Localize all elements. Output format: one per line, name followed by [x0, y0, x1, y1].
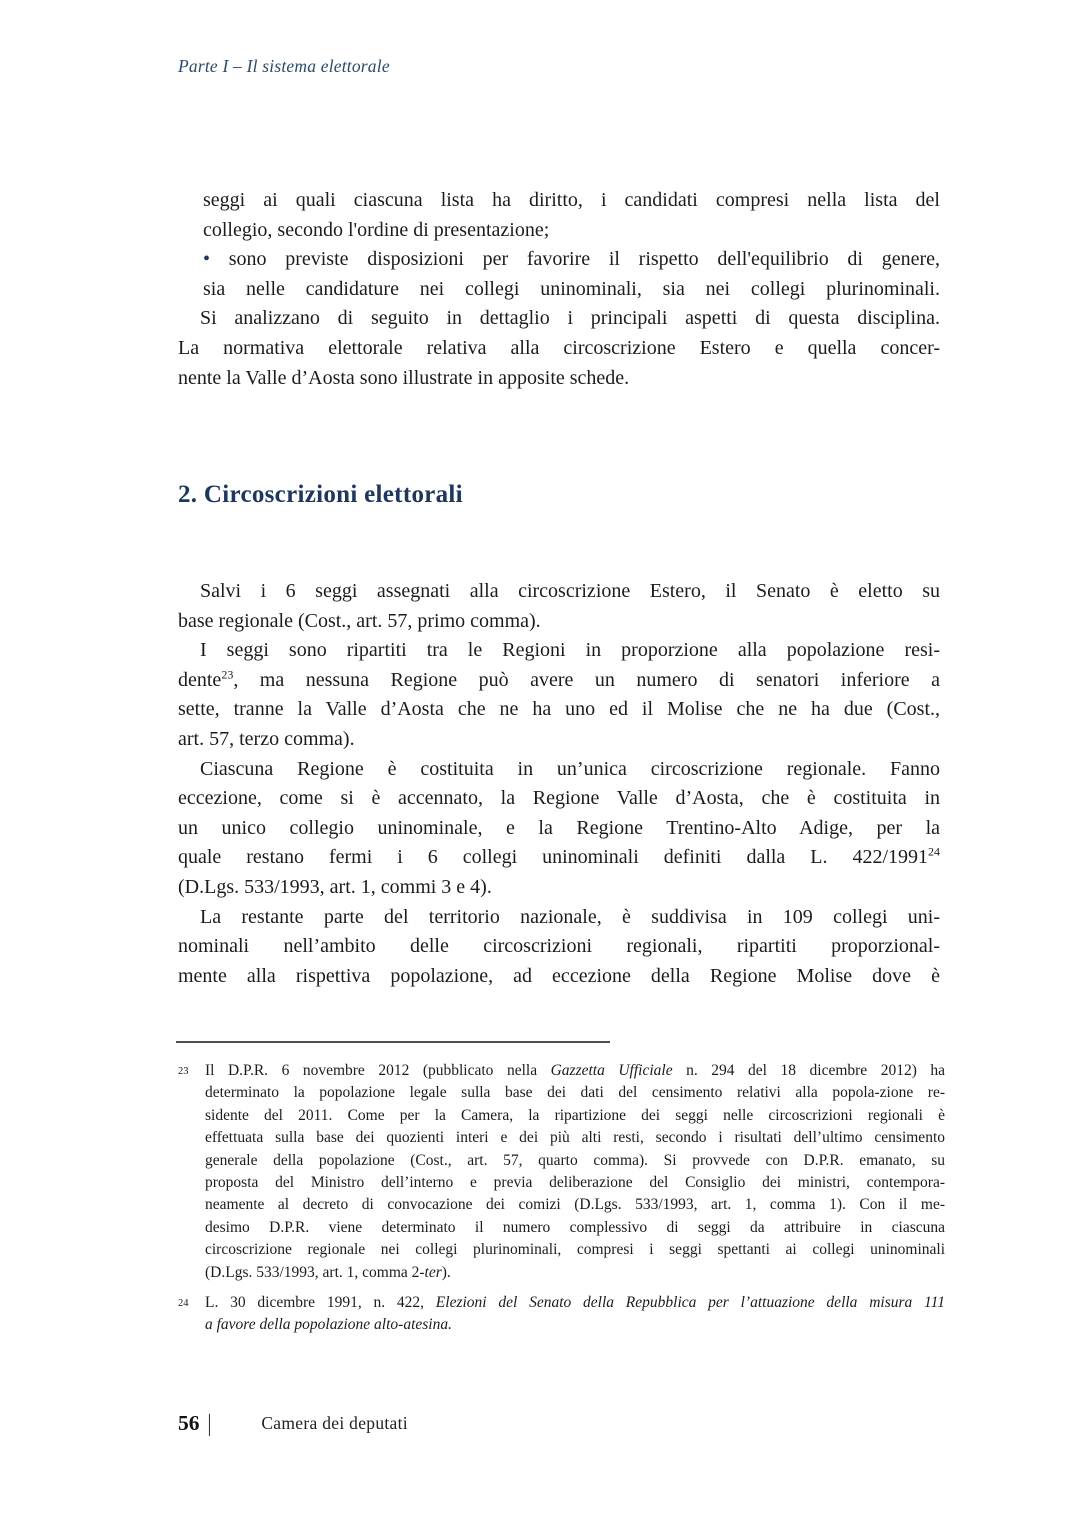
footnote-divider-rule — [176, 1041, 610, 1043]
text-line: • sono previste disposizioni per favorire il rispetto dell'equilibrio di genere, — [203, 248, 940, 271]
text-line: effettuata sulla base dei quozienti interi e dei più alti resti, secondo i risultati dell’ultimo censimento — [205, 1129, 945, 1147]
body-intro — [178, 186, 940, 393]
footnote-24 — [178, 1292, 945, 1337]
footnote-marker: 24 — [178, 1298, 189, 1310]
text-line: L. 30 dicembre 1991, n. 422, Elezioni del Senato della Repubblica per l’attuazione della misura 111 — [205, 1294, 945, 1312]
text-line: collegio, secondo l'ordine di presentazione; — [203, 218, 550, 241]
text-line: Ciascuna Regione è costituita in un’unica circoscrizione regionale. Fanno — [200, 757, 940, 780]
section-heading: 2. Circoscrizioni elettorali — [178, 481, 463, 508]
text-line: seggi ai quali ciascuna lista ha diritto, i candidati compresi nella lista del — [203, 189, 940, 211]
text-line: Salvi i 6 seggi assegnati alla circoscrizione Estero, il Senato è eletto su — [200, 580, 940, 602]
text-line: art. 57, terzo comma). — [178, 727, 355, 750]
footnote-23 — [178, 1060, 945, 1284]
text-line: (D.Lgs. 533/1993, art. 1, comma 2-ter). — [205, 1263, 451, 1281]
text-line: Si analizzano di seguito in dettaglio i principali aspetti di questa disciplina. — [200, 307, 940, 330]
text-line: dente$^{23}$, ma nessuna Regione può avere un numero di senatori inferiore a — [178, 667, 940, 691]
text-line: quale restano fermi i 6 collegi uninominali definiti dalla L. 422/1991$^{24}$ — [178, 844, 940, 869]
page-number: 56 — [178, 1411, 200, 1435]
page-footer — [178, 1411, 408, 1436]
text-line: a favore della popolazione alto-atesina. — [205, 1316, 452, 1334]
text-line: sidente del 2011. Come per la Camera, la ripartizione dei seggi nelle circoscrizioni regionali è — [205, 1106, 945, 1124]
text-line: I seggi sono ripartiti tra le Regioni in proporzione alla popolazione resi- — [200, 639, 940, 662]
text-line: base regionale (Cost., art. 57, primo comma). — [178, 609, 541, 632]
text-line: La restante parte del territorio nazionale, è suddivisa in 109 collegi uni- — [200, 905, 940, 928]
text-line: Il D.P.R. 6 novembre 2012 (pubblicato nella Gazzetta Ufficiale n. 294 del 18 dicembre 2012) ha — [205, 1062, 945, 1079]
text-line: un unico collegio uninominale, e la Regione Trentino-Alto Adige, per la — [178, 816, 940, 839]
text-line: (D.Lgs. 533/1993, art. 1, commi 3 e 4). — [178, 875, 492, 898]
text-line: desimo D.P.R. viene determinato il numero complessivo di seggi da attribuire in ciascuna — [205, 1218, 945, 1236]
text-line: proposta del Ministro dell’interno e previa deliberazione del Consiglio dei ministri, contempora- — [205, 1174, 945, 1192]
footnotes — [178, 1060, 945, 1337]
intro-paragraph — [178, 304, 940, 393]
text-line: circoscrizione regionale nei collegi plurinominali, compresi i seggi spettanti ai collegi uninominali — [205, 1241, 945, 1259]
footer-divider-bar: | — [206, 1410, 211, 1437]
text-line: eccezione, come si è accennato, la Regione Valle d’Aosta, che è costituita in — [178, 787, 940, 810]
running-header: Parte I – Il sistema elettorale — [178, 56, 390, 76]
footnote-text — [205, 1060, 945, 1284]
text-line: sia nelle candidature nei collegi uninominali, sia nei collegi plurinominali. — [203, 277, 940, 300]
text-line: nominali nell’ambito delle circoscrizioni regionali, ripartiti proporzional- — [178, 935, 940, 958]
text-line: generale della popolazione (Cost., art. 57, quarto comma). Si provvede con D.P.R. emanato, su — [205, 1151, 945, 1169]
text-line: mente alla rispettiva popolazione, ad eccezione della Regione Molise dove è — [178, 964, 940, 987]
text-line: determinato la popolazione legale sulla base dei dati del censimento relativi alla popola-zione re- — [205, 1084, 945, 1102]
footer-publisher: Camera dei deputati — [261, 1413, 408, 1433]
text-line: La normativa elettorale relativa alla circoscrizione Estero e quella concer- — [178, 336, 940, 359]
footnote-marker: 23 — [178, 1066, 189, 1077]
footnote-text — [205, 1292, 945, 1337]
bullet-list-continuation — [203, 186, 940, 304]
body-main-text — [178, 577, 940, 991]
text-line: sette, tranne la Valle d’Aosta che ne ha uno ed il Molise che ne ha due (Cost., — [178, 698, 940, 721]
text-line: neamente al decreto di convocazione dei comizi (D.Lgs. 533/1993, art. 1, comma 1). Con il me- — [205, 1196, 945, 1214]
text-line: nente la Valle d’Aosta sono illustrate in apposite schede. — [178, 366, 630, 389]
